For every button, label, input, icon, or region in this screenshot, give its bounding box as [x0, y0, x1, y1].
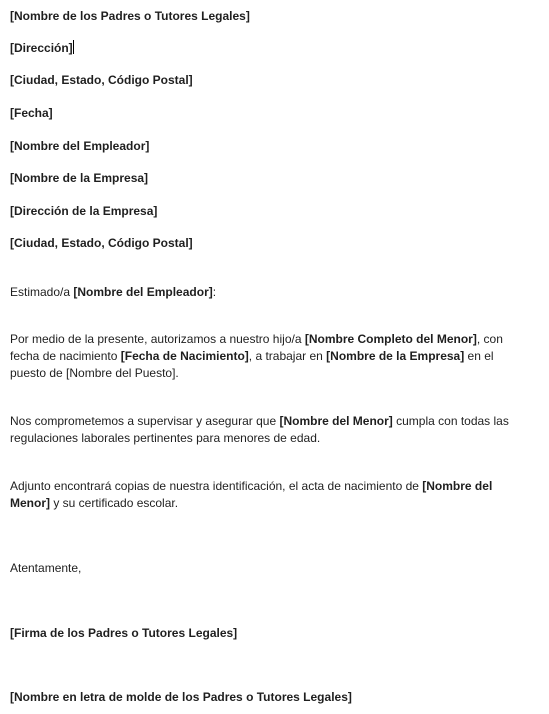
p1-text-2: , con fecha de nacimiento [10, 332, 503, 363]
salutation [10, 284, 216, 300]
paragraph-attachments [10, 478, 530, 512]
company-name: [Nombre de la Empresa] [10, 171, 149, 185]
p1-company-name: [Nombre de la Empresa] [326, 349, 465, 363]
city-state-zip: [Ciudad, Estado, Código Postal] [10, 73, 193, 87]
closing: Atentamente, [10, 561, 82, 575]
text-cursor [73, 40, 74, 54]
p3-minor-name: [Nombre del Menor] [10, 479, 493, 510]
employer-name: [Nombre del Empleador] [10, 139, 150, 153]
printed-name-line: [Nombre en letra de molde de los Padres o Tutores Legales] [10, 690, 352, 704]
date-line: [Fecha] [10, 106, 53, 120]
p1-minor-full-name: [Nombre Completo del Menor] [304, 332, 477, 346]
p1-birth-date: [Fecha de Nacimiento] [120, 349, 249, 363]
address-text: [Dirección] [10, 41, 73, 55]
parents-name: [Nombre de los Padres o Tutores Legales] [10, 9, 250, 23]
p2-text-2: cumpla con todas las regulaciones laborales pertinentes para menores de edad. [10, 414, 509, 445]
p2-minor-name: [Nombre del Menor] [279, 414, 393, 428]
p1-text-3: , a trabajar en [248, 349, 327, 363]
paragraph-commitment [10, 413, 530, 447]
p1-text-1: Por medio de la presente, autorizamos a nuestro hijo/a [10, 332, 305, 346]
salutation-name: [Nombre del Empleador] [73, 285, 213, 299]
company-address: [Dirección de la Empresa] [10, 204, 158, 218]
p3-text-2: y su certificado escolar. [50, 496, 179, 510]
p1-text-4: en el puesto de [Nombre del Puesto]. [10, 349, 494, 380]
signature-line: [Firma de los Padres o Tutores Legales] [10, 626, 238, 640]
p3-text-1: Adjunto encontrará copias de nuestra identificación, el acta de nacimiento de [10, 479, 423, 493]
company-city-state-zip: [Ciudad, Estado, Código Postal] [10, 236, 193, 250]
p2-text-1: Nos comprometemos a supervisar y asegurar que [10, 414, 280, 428]
salutation-prefix: Estimado/a [10, 285, 74, 299]
paragraph-authorization [10, 331, 530, 382]
salutation-suffix: : [212, 285, 217, 299]
address-line[interactable] [10, 40, 74, 56]
